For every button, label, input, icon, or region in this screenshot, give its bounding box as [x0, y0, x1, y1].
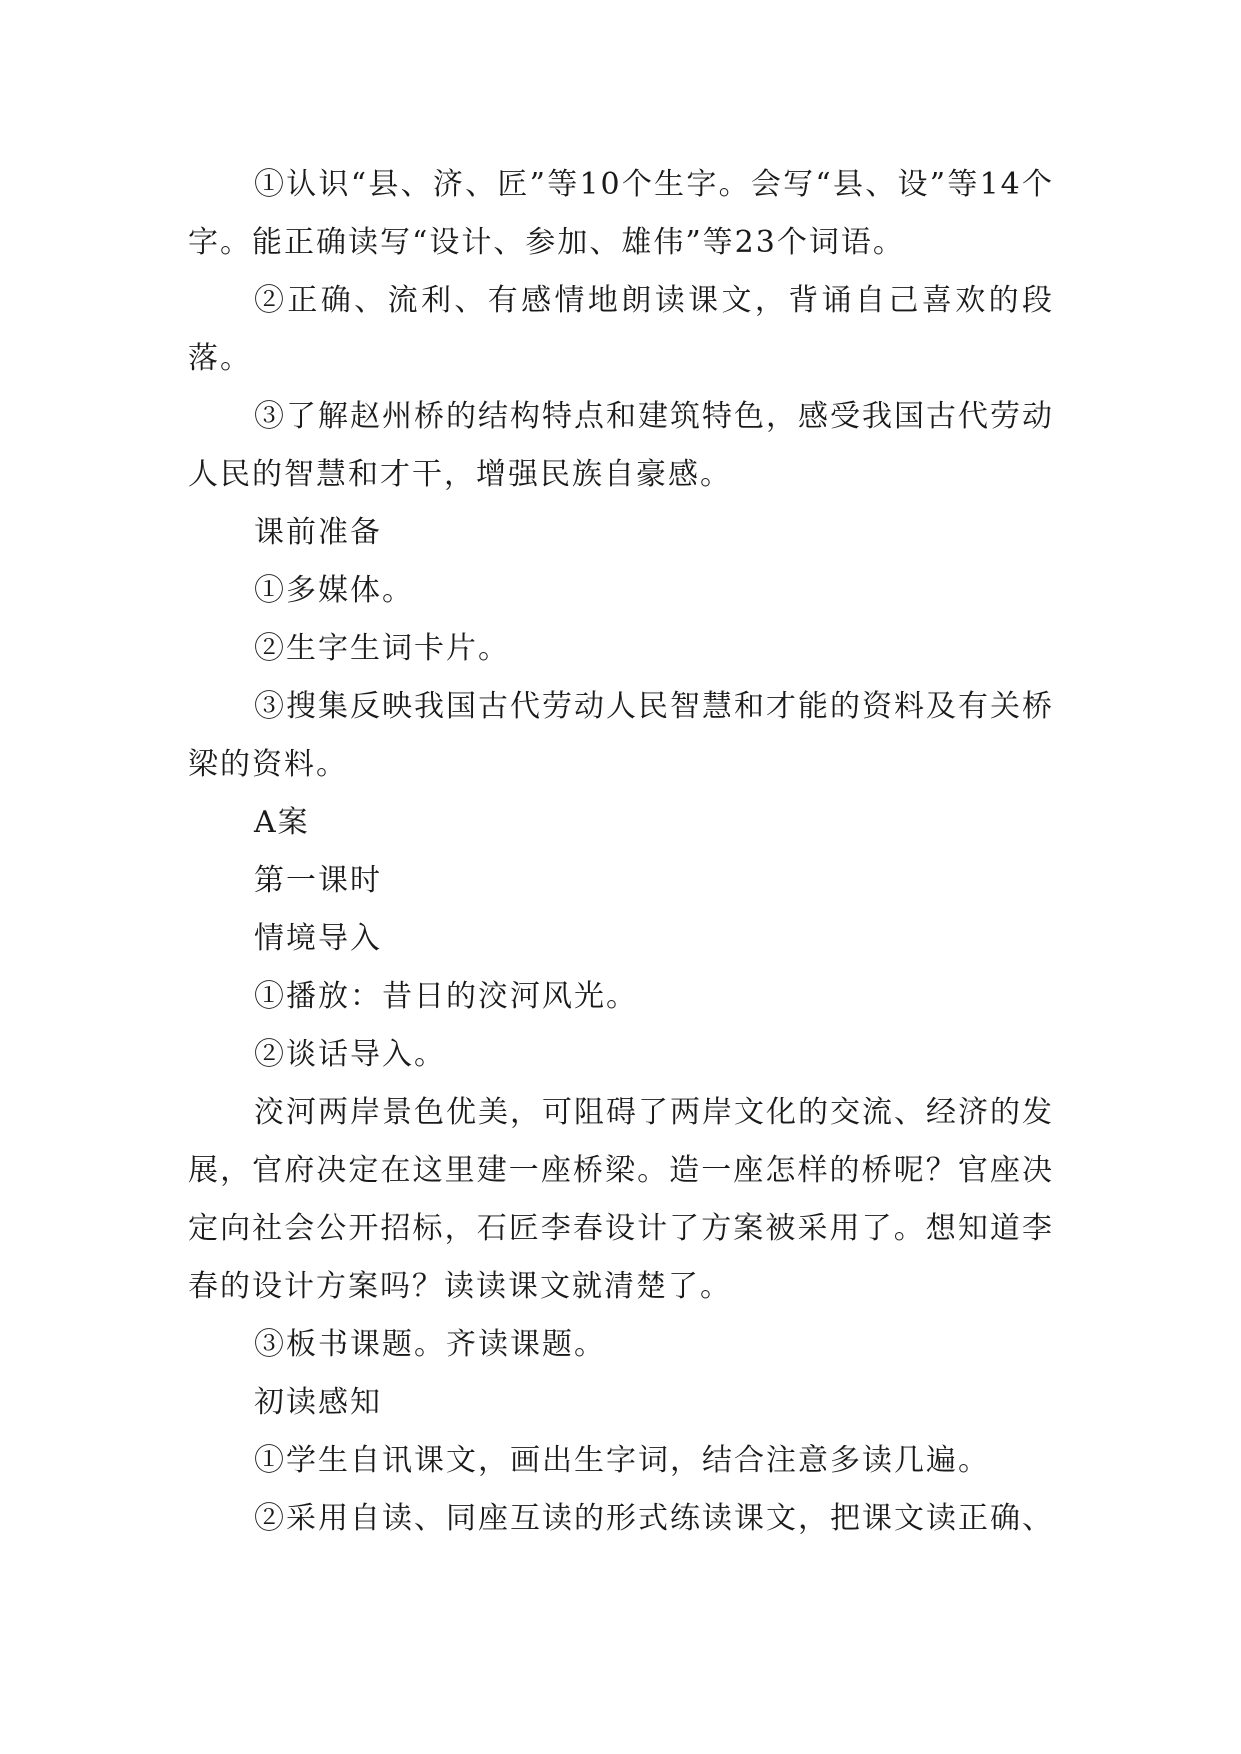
document-body	[188, 156, 1054, 1548]
objective-1: ①认识“县、济、匠”等10个生字。会写“县、设”等14个字。能正确读写“设计、参加、雄伟”等23个词语。	[188, 167, 1054, 260]
prep-item-2: ②生字生词卡片。	[254, 631, 510, 666]
section-heading-preparation: 课前准备	[254, 515, 382, 550]
plan-heading: A案	[254, 805, 310, 840]
reading-step-1: ①学生自讯课文，画出生字词，结合注意多读几遍。	[254, 1443, 990, 1478]
lesson-heading: 第一课时	[254, 863, 382, 898]
prep-item-3: ③搜集反映我国古代劳动人民智慧和才能的资料及有关桥梁的资料。	[188, 689, 1054, 782]
objective-2: ②正确、流利、有感情地朗读课文，背诵自己喜欢的段落。	[188, 283, 1054, 376]
objective-3: ③了解赵州桥的结构特点和建筑特色，感受我国古代劳动人民的智慧和才干，增强民族自豪感。	[188, 399, 1054, 492]
section-heading-intro: 情境导入	[254, 921, 382, 956]
intro-narrative: 洨河两岸景色优美，可阻碍了两岸文化的交流、经济的发展，官府决定在这里建一座桥梁。造一座怎样的桥呢？官座决定向社会公开招标，石匠李春设计了方案被采用了。想知道李春的设计方案吗？读读课文就清楚了。	[188, 1095, 1054, 1304]
reading-step-2: ②采用自读、同座互读的形式练读课文，把课文读正确、	[254, 1501, 1054, 1536]
intro-step-2: ②谈话导入。	[254, 1037, 446, 1072]
intro-step-3: ③板书课题。齐读课题。	[254, 1327, 606, 1362]
intro-step-1: ①播放：昔日的洨河风光。	[254, 979, 638, 1014]
section-heading-first-reading: 初读感知	[254, 1385, 382, 1420]
prep-item-1: ①多媒体。	[254, 573, 414, 608]
